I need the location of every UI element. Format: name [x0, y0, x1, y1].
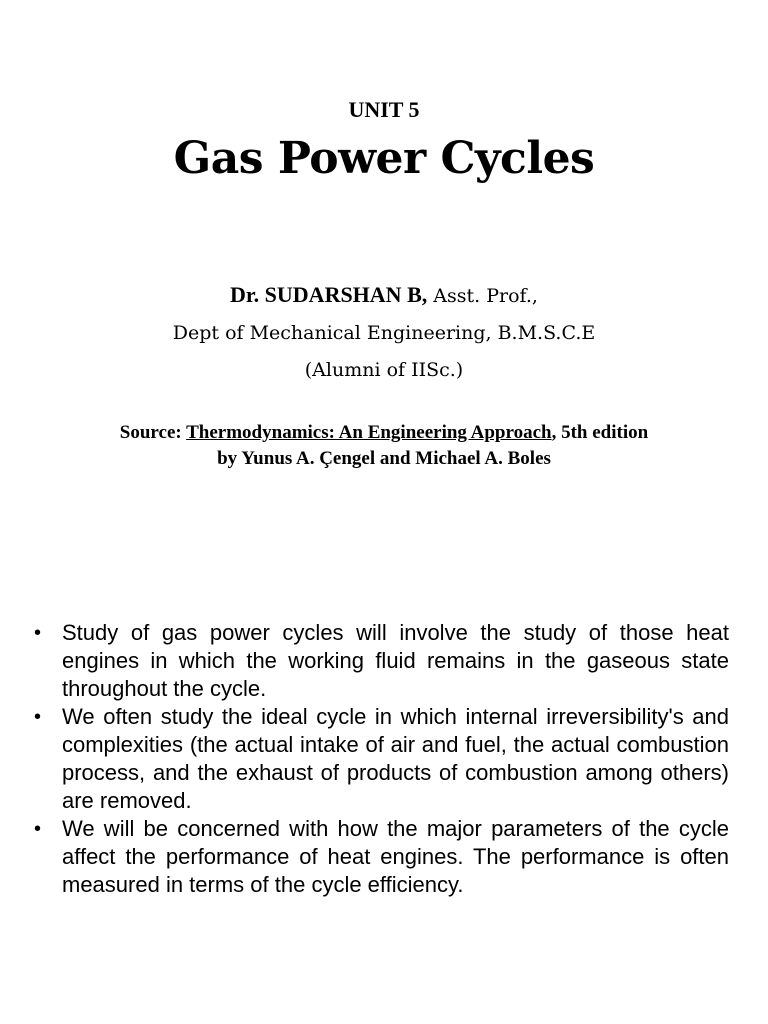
page-title: Gas Power Cycles — [173, 133, 595, 184]
source-prefix: Source: — [119, 422, 187, 443]
author-name: Dr. SUDARSHAN B, — [230, 282, 428, 307]
source-citation — [0, 420, 768, 472]
author-line — [0, 276, 768, 315]
list-item — [34, 703, 729, 815]
author-block — [0, 276, 768, 389]
source-authors: by Yunus A. Çengel and Michael A. Boles — [217, 448, 551, 469]
source-line — [0, 420, 768, 446]
list-item-text: We will be concerned with how the major parameters of the cycle affect the performance of heat engines. The performance is often measured in terms of the cycle efficiency. — [62, 816, 729, 897]
bullet-icon: • — [34, 706, 42, 728]
list-item-text: We often study the ideal cycle in which internal irreversibility's and complexities (the actual intake of air and fuel, the actual combustion process, and the exhaust of products of combustion among others) are removed. — [62, 704, 729, 813]
bullet-icon: • — [34, 818, 42, 840]
author-alumni: (Alumni of IISc.) — [304, 359, 464, 381]
list-item — [34, 815, 729, 899]
bullet-list — [34, 619, 729, 899]
list-item — [34, 619, 729, 703]
author-department: Dept of Mechanical Engineering, B.M.S.C.E — [172, 322, 596, 344]
author-role: Asst. Prof., — [427, 285, 538, 307]
bullet-icon: • — [34, 622, 42, 644]
source-edition: , 5th edition — [551, 422, 649, 443]
source-book-title: Thermodynamics: An Engineering Approach — [186, 422, 552, 443]
unit-label: UNIT 5 — [348, 97, 420, 122]
list-item-text: Study of gas power cycles will involve the study of those heat engines in which the working fluid remains in the gaseous state throughout the cycle. — [62, 620, 729, 701]
